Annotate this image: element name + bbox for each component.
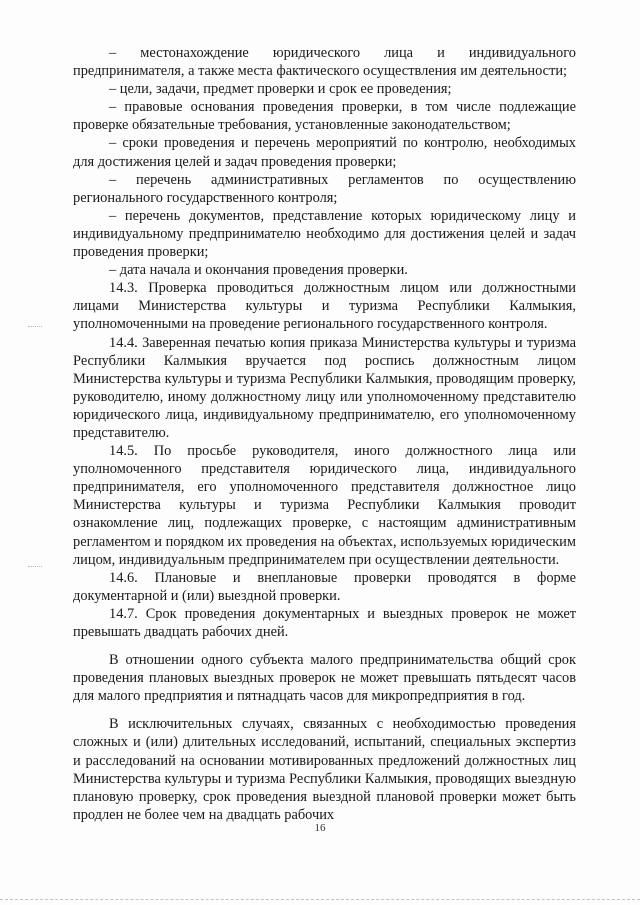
paragraph-exceptional-cases: В исключительных случаях, связанных с необходимостью проведения сложных и (или) длительных исследований, испытаний, специальных экспертиз и расследований на основании мотивированных предложений должностных лиц Министерства культуры и туризма Республики Калмыкия, проводящих выездную плановую проверку, срок проведения выездной плановой проверки может быть продлен не более чем на двадцать рабочих	[73, 716, 576, 823]
paragraph-14-6: 14.6. Плановые и внеплановые проверки проводятся в форме документарной и (или) выездной проверки.	[73, 569, 576, 604]
paragraph-regulations: – перечень административных регламентов по осуществлению регионального государственного контроля;	[73, 171, 576, 206]
paragraph-14-5: 14.5. По просьбе руководителя, иного должностного лица или уполномоченного представителя юридического лица, индивидуального предпринимателя, его уполномоченного представителя должностное лицо Министерства культуры и туризма Республики Калмыкия проводит ознакомление лиц, подлежащих проверке, с настоящим административным регламентом и порядком их проведения на объектах, используемых юридическим лицом, индивидуальным предпринимателем при осуществлении деятельности.	[73, 443, 576, 568]
scan-margin-mark	[28, 326, 42, 328]
paragraph-small-business: В отношении одного субъекта малого предпринимательства общий срок проведения плановых выездных проверок не может превышать пятьдесят часов для малого предприятия и пятнадцать часов для микропредприятия в год.	[73, 652, 576, 705]
paragraph-goals: – цели, задачи, предмет проверки и срок ее проведения;	[109, 81, 452, 98]
scan-edge-line	[0, 899, 640, 901]
paragraph-dates: – дата начала и окончания проведения проверки.	[109, 262, 408, 279]
paragraph-legal-grounds: – правовые основания проведения проверки, в том числе подлежащие проверке обязательные требования, установленные законодательством;	[73, 99, 576, 134]
paragraph-documents: – перечень документов, представление которых юридическому лицу и индивидуальному предпринимателю необходимо для достижения целей и задач проведения проверки;	[73, 207, 576, 261]
paragraph-14-4: 14.4. Заверенная печатью копия приказа Министерства культуры и туризма Республики Калмыкия вручается под роспись должностным лицом Министерства культуры и туризма Республики Калмыкия, проводящим проверку, руководителю, иному должностному лицу или уполномоченному представителю юридического лица, индивидуальному предпринимателю, его уполномоченному представителю.	[73, 334, 576, 441]
paragraph-terms: – сроки проведения и перечень мероприятий по контролю, необходимых для достижения целей и задач проведения проверки;	[73, 135, 576, 170]
document-body	[73, 44, 576, 824]
paragraph-location: – местонахождение юридического лица и индивидуального предпринимателя, а также места фактического осуществления им деятельности;	[73, 45, 576, 80]
page-number: 16	[314, 822, 326, 834]
paragraph-14-7: 14.7. Срок проведения документарных и выездных проверок не может превышать двадцать рабочих дней.	[73, 605, 576, 640]
scan-margin-mark	[28, 566, 42, 568]
paragraph-14-3: 14.3. Проверка проводиться должностным лицом или должностными лицами Министерства культуры и туризма Республики Калмыкия, уполномоченными на проведение регионального государственного контроля.	[73, 280, 576, 333]
